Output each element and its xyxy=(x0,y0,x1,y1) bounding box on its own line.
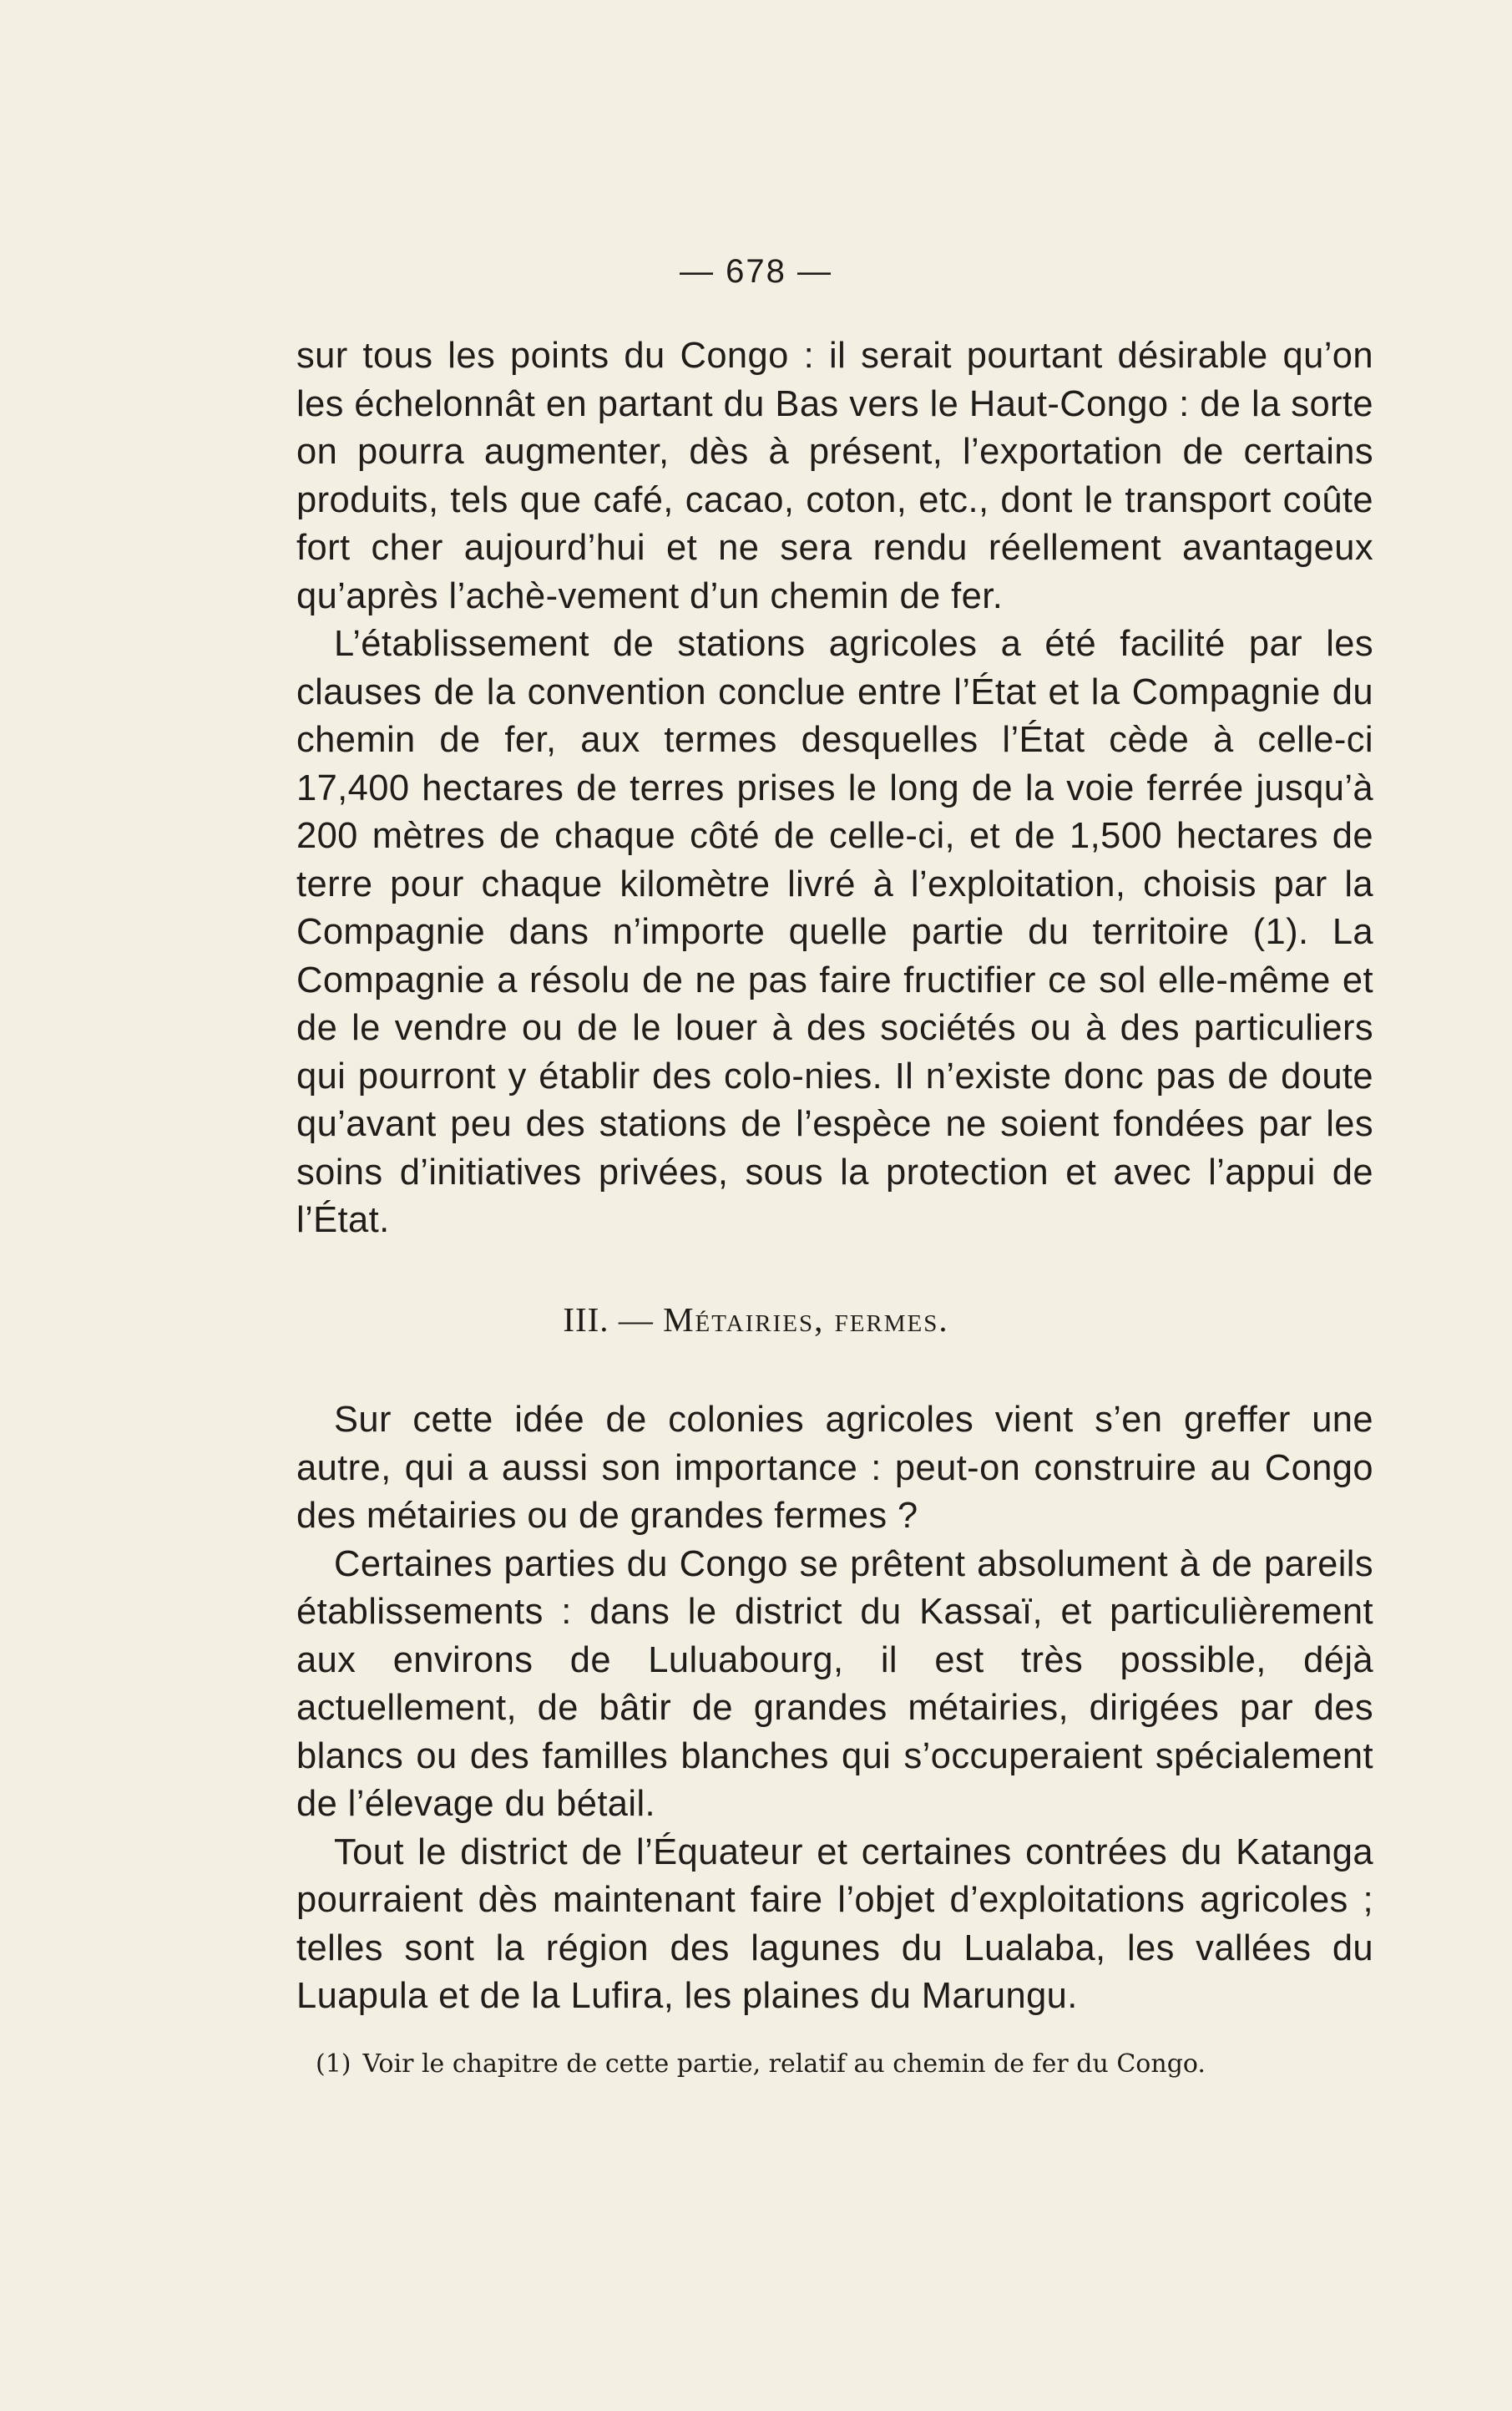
page-number: — 678 — xyxy=(680,253,832,290)
paragraph-kassai: Certaines parties du Congo se prêtent absolument à de pareils établissements : dans le district du Kassaï, et particulièrement aux environs de Luluabourg, il est très possible, déjà actuellement, de bâtir de grandes métairies, dirigées par des blancs ou des familles blanches qui s’occuperaient spécialement de l’élevage du bétail. xyxy=(296,1543,1373,1824)
section-two-text xyxy=(296,1396,1373,2021)
section-title: Métairies, fermes. xyxy=(663,1300,949,1339)
paragraph-continuation: sur tous les points du Congo : il serait pourtant désirable qu’on les échelonnât en partant du Bas vers le Haut-Congo : de la sorte on pourra augmenter, dès à présent, l’exportation de certains produits, tels que café, cacao, coton, etc., dont le transport coûte fort cher aujourd’hui et ne sera rendu réellement avantageux qu’après l’achè-vement d’un chemin de fer. xyxy=(296,336,1373,616)
section-heading xyxy=(0,1300,1512,1339)
paragraph-equateur: Tout le district de l’Équateur et certaines contrées du Katanga pourraient dès maintenant faire l’objet d’exploitations agricoles ; telles sont la région des lagunes du Lualaba, les vallées du Luapula et de la Lufira, les plaines du Marungu. xyxy=(296,1831,1373,2016)
paragraph-colonies: Sur cette idée de colonies agricoles vient s’en greffer une autre, qui a aussi son importance : peut-on construire au Congo des métairies ou de grandes fermes ? xyxy=(296,1400,1373,1536)
footnote-text: Voir le chapitre de cette partie, relatif au chemin de fer du Congo. xyxy=(362,2049,1206,2079)
section-numeral: III. xyxy=(563,1300,609,1339)
paragraph-stations-agricoles: L’établissement de stations agricoles a été facilité par les clauses de la convention conclue entre l’État et la Compagnie du chemin de fer, aux termes desquelles l’État cède à celle-ci 17,400 hectares de terres prises le long de la voie ferrée jusqu’à 200 mètres de chaque côté de celle-ci, et de 1,500 hectares de terre pour chaque kilomètre livré à l’exploitation, choisis par la Compagnie dans n’importe quelle partie du territoire (1). La Compagnie a résolu de ne pas faire fructifier ce sol elle-même et de le vendre ou de le louer à des sociétés ou à des particuliers qui pourront y établir des colo-nies. Il n’existe donc pas de doute qu’avant peu des stations de l’espèce ne soient fondées par les soins d’initiatives privées, sous la protection et avec l’appui de l’État. xyxy=(296,624,1373,1240)
footnote xyxy=(316,2048,1359,2080)
section-one-text xyxy=(296,332,1373,1245)
footnote-mark: (1) xyxy=(316,2049,351,2079)
section-dash: — xyxy=(618,1300,654,1339)
